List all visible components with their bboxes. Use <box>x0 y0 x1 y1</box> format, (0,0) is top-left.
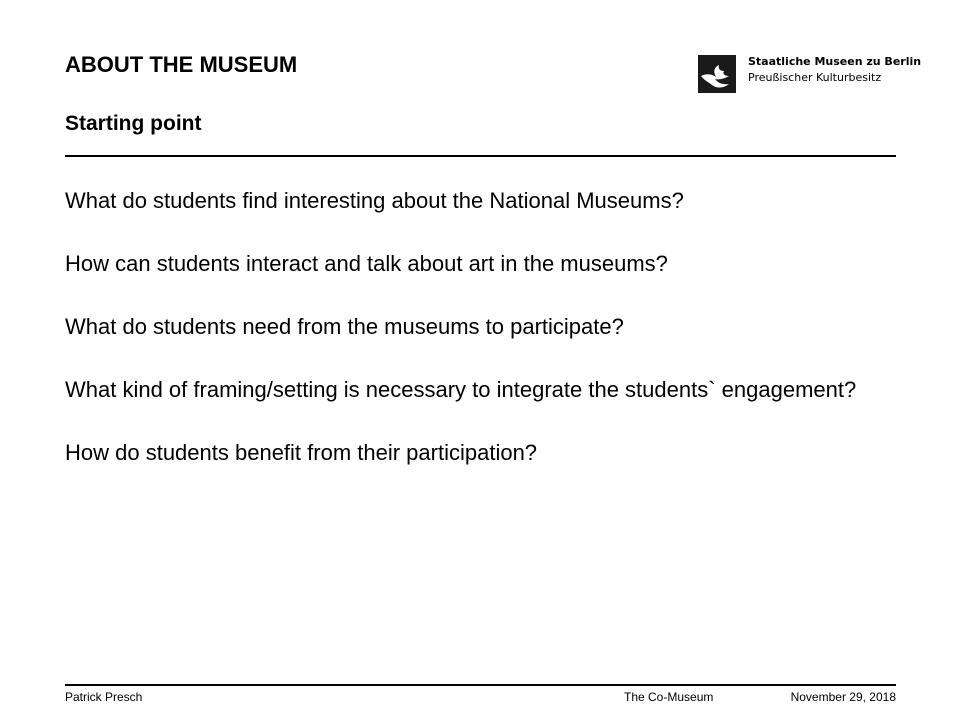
eagle-icon <box>698 55 736 93</box>
logo-line-2: Preußischer Kulturbesitz <box>748 71 882 84</box>
footer-author: Patrick Presch <box>65 690 143 704</box>
logo-line-1: Staatliche Museen zu Berlin <box>748 55 922 68</box>
question-item: What kind of framing/setting is necessary to integrate the students` engagement? <box>65 377 857 402</box>
question-list <box>65 186 865 501</box>
question-item: What do students need from the museums to participate? <box>65 314 624 339</box>
slide-title: ABOUT THE MUSEUM <box>65 52 298 77</box>
question-item: What do students find interesting about the National Museums? <box>65 188 684 213</box>
question-item: How can students interact and talk about art in the museums? <box>65 251 668 276</box>
slide-subtitle: Starting point <box>65 112 202 135</box>
footer-date: November 29, 2018 <box>790 690 896 704</box>
footer-divider <box>65 684 896 686</box>
question-item: How do students benefit from their participation? <box>65 440 538 465</box>
logo-text <box>748 54 921 86</box>
footer-project: The Co-Museum <box>624 690 714 704</box>
header-divider <box>65 155 896 157</box>
museum-logo <box>698 55 922 95</box>
